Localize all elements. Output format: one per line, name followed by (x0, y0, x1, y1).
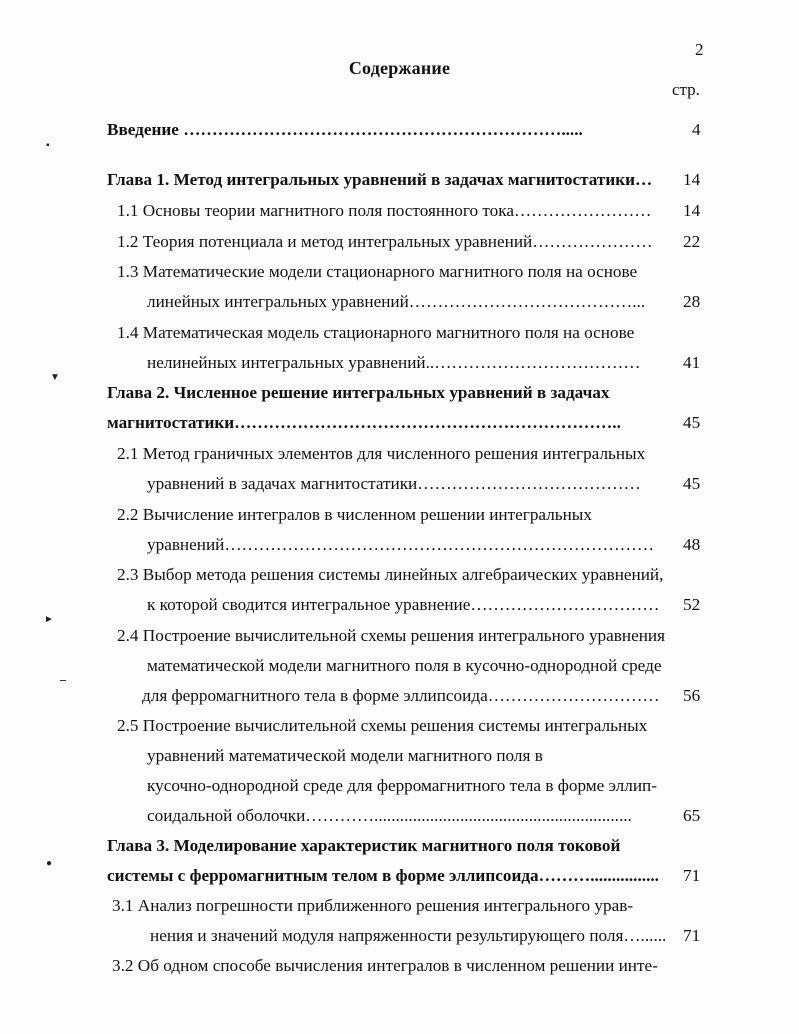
toc-page-3-1 (683, 926, 700, 946)
toc-section-number: 1.4 (117, 323, 139, 342)
toc-page-1-2 (683, 232, 700, 252)
toc-page-2-1 (683, 474, 700, 494)
toc-page-2-5 (683, 806, 700, 826)
toc-entry-text: Построение вычислительной схемы решения интегрального уравнения (142, 626, 666, 645)
toc-page-number: 22 (683, 232, 701, 251)
toc-entry-text: Математическая модель стационарного магнитного поля на основе (142, 323, 635, 342)
toc-entry-text: уравнений математической модели магнитного поля в (147, 746, 543, 765)
toc-page-introduction (692, 120, 701, 140)
toc-section-number: 1.2 (117, 232, 139, 251)
scan-artifact-mark: ● (46, 858, 53, 869)
toc-entry-text: магнитостатики………………………………………………………….. (107, 413, 621, 432)
toc-entry-1-1 (117, 201, 652, 221)
page-title: Содержание (348, 58, 451, 78)
toc-entry-3-2 (112, 956, 658, 976)
toc-entry-3-1-cont (150, 926, 666, 946)
toc-section-number: 2.4 (117, 626, 139, 645)
toc-section-number: 2.3 (117, 565, 139, 584)
toc-entry-1-4-cont (147, 353, 640, 373)
toc-entry-chapter-3 (107, 836, 620, 856)
toc-entry-text: Глава 1. Метод интегральных уравнений в задачах магнитостатики… (107, 170, 653, 189)
toc-entry-1-2 (117, 232, 653, 252)
toc-entry-1-4 (117, 323, 634, 343)
toc-section-number: 1.1 (117, 201, 139, 220)
toc-entry-2-5 (117, 716, 647, 736)
toc-page-number: 28 (683, 292, 701, 311)
toc-entry-2-4-cont-2 (142, 686, 660, 706)
toc-entry-text: Теория потенциала и метод интегральных уравнений………………… (142, 232, 653, 251)
toc-entry-2-4 (117, 626, 665, 646)
toc-page-number: 52 (683, 595, 701, 614)
toc-entry-chapter-1 (107, 170, 652, 190)
scan-artifact-mark: ► (44, 614, 54, 625)
toc-page-1-1 (683, 201, 700, 221)
toc-entry-2-4-cont (147, 656, 661, 676)
page-number: 2 (695, 40, 704, 59)
toc-page-number: 71 (683, 926, 701, 945)
toc-entry-chapter-3-cont (107, 866, 659, 886)
toc-entry-2-1 (117, 444, 645, 464)
toc-section-number: 2.1 (117, 444, 139, 463)
toc-page-number: 71 (683, 866, 701, 885)
toc-page-number: 65 (683, 806, 701, 825)
toc-entry-text: Глава 3. Моделирование характеристик магнитного поля токовой (107, 836, 621, 855)
toc-page-number: 45 (683, 474, 701, 493)
toc-entry-1-3 (117, 262, 637, 282)
toc-entry-text: Основы теории магнитного поля постоянного тока…………………… (142, 201, 652, 220)
scan-artifact-dash (60, 680, 66, 681)
page-column-label: стр. (672, 80, 700, 99)
toc-section-number: 2.2 (117, 505, 139, 524)
toc-entry-text: нения и значений модуля напряженности результирующего поля…...... (150, 926, 667, 945)
toc-entry-text: для ферромагнитного тела в форме эллипсоида………………………… (142, 686, 660, 705)
toc-page-number: 56 (683, 686, 701, 705)
toc-page-1-4 (683, 353, 700, 373)
toc-page-chapter-2 (683, 413, 700, 433)
toc-entry-text: нелинейных интегральных уравнений..……………………………… (147, 353, 641, 372)
toc-page-number: 41 (683, 353, 701, 372)
scan-artifact-mark: ▼ (50, 372, 60, 383)
toc-entry-2-5-cont (147, 746, 543, 766)
toc-page-2-3 (683, 595, 700, 615)
toc-entry-text: Выбор метода решения системы линейных алгебраических уравнений, (142, 565, 664, 584)
scan-artifact-mark: ▪ (46, 140, 50, 151)
toc-entry-text: уравнений………………………………………………………………… (147, 535, 655, 554)
toc-page-number: 48 (683, 535, 701, 554)
toc-entry-text: математической модели магнитного поля в кусочно-однородной среде (147, 656, 662, 675)
toc-entry-2-5-cont-2 (147, 776, 657, 796)
toc-entry-chapter-2-cont (107, 413, 621, 433)
toc-page-2-2 (683, 535, 700, 555)
toc-entry-3-1 (112, 896, 633, 916)
toc-page-chapter-1 (683, 170, 700, 190)
toc-section-number: 3.2 (112, 956, 134, 975)
toc-entry-text: уравнений в задачах магнитостатики………………………………… (147, 474, 641, 493)
toc-entry-2-2-cont (147, 535, 654, 555)
toc-entry-text: Математические модели стационарного магнитного поля на основе (142, 262, 638, 281)
toc-entry-chapter-2 (107, 383, 609, 403)
toc-entry-2-3 (117, 565, 663, 585)
toc-entry-text: кусочно-однородной среде для ферромагнитного тела в форме эллип- (147, 776, 657, 795)
toc-entry-2-2 (117, 505, 592, 525)
toc-entry-text: Вычисление интегралов в численном решении интегральных (142, 505, 592, 524)
toc-section-number: 3.1 (112, 896, 134, 915)
toc-page-number: 14 (683, 170, 701, 189)
toc-entry-text: к которой сводится интегральное уравнение…………………………… (147, 595, 660, 614)
toc-entry-text: линейных интегральных уравнений…………………………………... (147, 292, 646, 311)
toc-section-number: 1.3 (117, 262, 139, 281)
toc-entry-text: соидальной оболочки…………............................................................ (147, 806, 632, 825)
toc-entry-introduction (107, 120, 583, 140)
toc-page-2-4 (683, 686, 700, 706)
toc-entry-2-5-cont-3 (147, 806, 632, 826)
toc-page-number: 45 (683, 413, 701, 432)
toc-section-number: 2.5 (117, 716, 139, 735)
toc-entry-text: Введение …………………………………………………………..... (107, 120, 583, 139)
toc-entry-text: Об одном способе вычисления интегралов в численном решении инте- (137, 956, 658, 975)
toc-page-chapter-3 (683, 866, 700, 886)
toc-entry-2-1-cont (147, 474, 641, 494)
toc-entry-2-3-cont (147, 595, 659, 615)
toc-entry-text: Анализ погрешности приближенного решения интегрального урав- (137, 896, 634, 915)
toc-page-1-3 (683, 292, 700, 312)
toc-entry-1-3-cont (147, 292, 645, 312)
toc-entry-text: Построение вычислительной схемы решения системы интегральных (142, 716, 648, 735)
toc-entry-text: Метод граничных элементов для численного решения интегральных (142, 444, 646, 463)
toc-page-number: 14 (683, 201, 701, 220)
toc-entry-text: Глава 2. Численное решение интегральных уравнений в задачах (107, 383, 610, 402)
toc-page-number: 4 (692, 120, 701, 139)
toc-entry-text: системы с ферромагнитным телом в форме эллипсоида………................ (107, 866, 659, 885)
